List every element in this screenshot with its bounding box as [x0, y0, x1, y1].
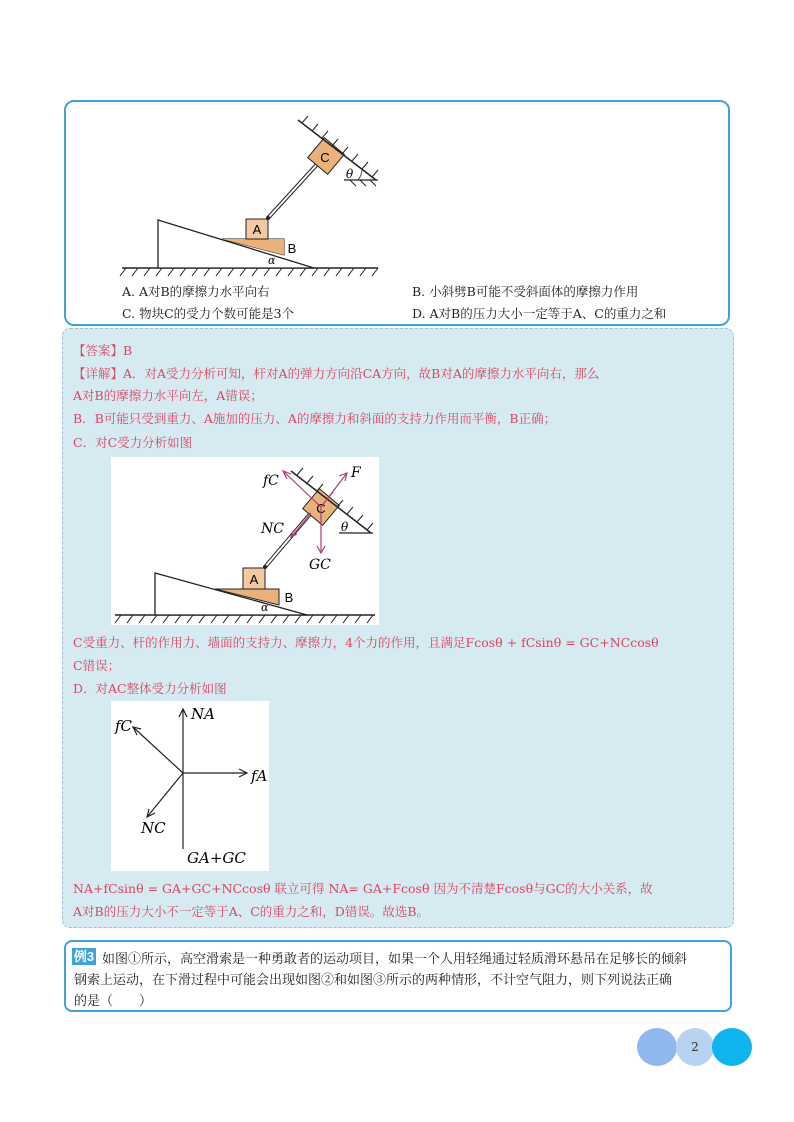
label-na: NA: [191, 705, 215, 723]
explanation-line: B．B可能只受到重力、A施加的压力、A的摩擦力和斜面的支持力作用而平衡，B正确；: [73, 411, 557, 426]
example-text: 如图①所示，高空滑索是一种勇敢者的运动项目，如果一个人用轻绳通过轻质滑环悬吊在足够长的倾斜: [102, 952, 688, 967]
example-text: 钢索上运动，在下滑过程中可能会出现如图②和如图③所示的两种情形，不计空气阻力，则下列说法正确: [74, 973, 673, 988]
answer-line: 【答案】B: [73, 343, 133, 358]
page-decoration-circle: [712, 1028, 752, 1066]
page-number: 2: [691, 1040, 699, 1054]
question-box: [64, 100, 730, 326]
label-nc: NC: [141, 819, 166, 837]
option-c[interactable]: C. 物块C的受力个数可能是3个: [122, 306, 295, 321]
label-theta: θ: [341, 520, 349, 534]
label-alpha: α: [261, 601, 269, 614]
example-text: 的是（ ）: [74, 994, 153, 1009]
label-gc: GC: [309, 557, 331, 573]
label-ga-gc: GA+GC: [187, 849, 246, 867]
label-fa: fA: [251, 767, 268, 785]
label-theta: θ: [346, 167, 354, 181]
label-F: F: [351, 465, 361, 481]
example-box: [64, 940, 732, 1012]
force-diagram-ac: [111, 701, 269, 871]
explanation-line: 【详解】A．对A受力分析可知，杆对A的弹力方向沿CA方向，故B对A的摩擦力水平向右，那么: [73, 366, 600, 381]
label-B: B: [284, 590, 294, 605]
explanation-line: C受重力、杆的作用力、墙面的支持力、摩擦力，4个力的作用，且满足Fcosθ + fCsinθ = GC+NCcosθ: [73, 635, 659, 650]
option-d[interactable]: D. A对B的压力大小一定等于A、C的重力之和: [412, 306, 667, 321]
label-C: C: [320, 150, 330, 165]
explanation-line: D．对AC整体受力分析如图: [73, 681, 227, 696]
label-nc: NC: [261, 521, 284, 537]
explanation-line: C．对C受力分析如图: [73, 435, 193, 450]
explanation-line: NA+fCsinθ = GA+GC+NCcosθ 联立可得 NA= GA+Fcosθ 因为不清楚Fcosθ与GC的大小关系，故: [73, 881, 653, 896]
label-A: A: [249, 572, 259, 587]
label-alpha: α: [268, 254, 276, 267]
label-fc: fC: [263, 473, 279, 489]
option-a[interactable]: A. A对B的摩擦力水平向右: [122, 284, 270, 299]
answer-box: [62, 328, 734, 928]
label-fc: fC: [115, 717, 133, 735]
label-B: B: [287, 241, 297, 256]
explanation-line: A对B的压力大小不一定等于A、C的重力之和，D错误。故选B。: [73, 904, 430, 919]
explanation-line: C错误；: [73, 658, 121, 673]
example-tag: 例3: [73, 949, 95, 964]
explanation-line: A对B的摩擦力水平向左，A错误；: [73, 388, 263, 403]
page-decoration-circle: [637, 1028, 677, 1066]
question-figure: [118, 108, 438, 280]
force-diagram-c: [111, 457, 379, 625]
option-b[interactable]: B. 小斜劈B可能不受斜面体的摩擦力作用: [412, 284, 639, 299]
label-A: A: [252, 222, 262, 237]
label-C: C: [316, 501, 326, 516]
